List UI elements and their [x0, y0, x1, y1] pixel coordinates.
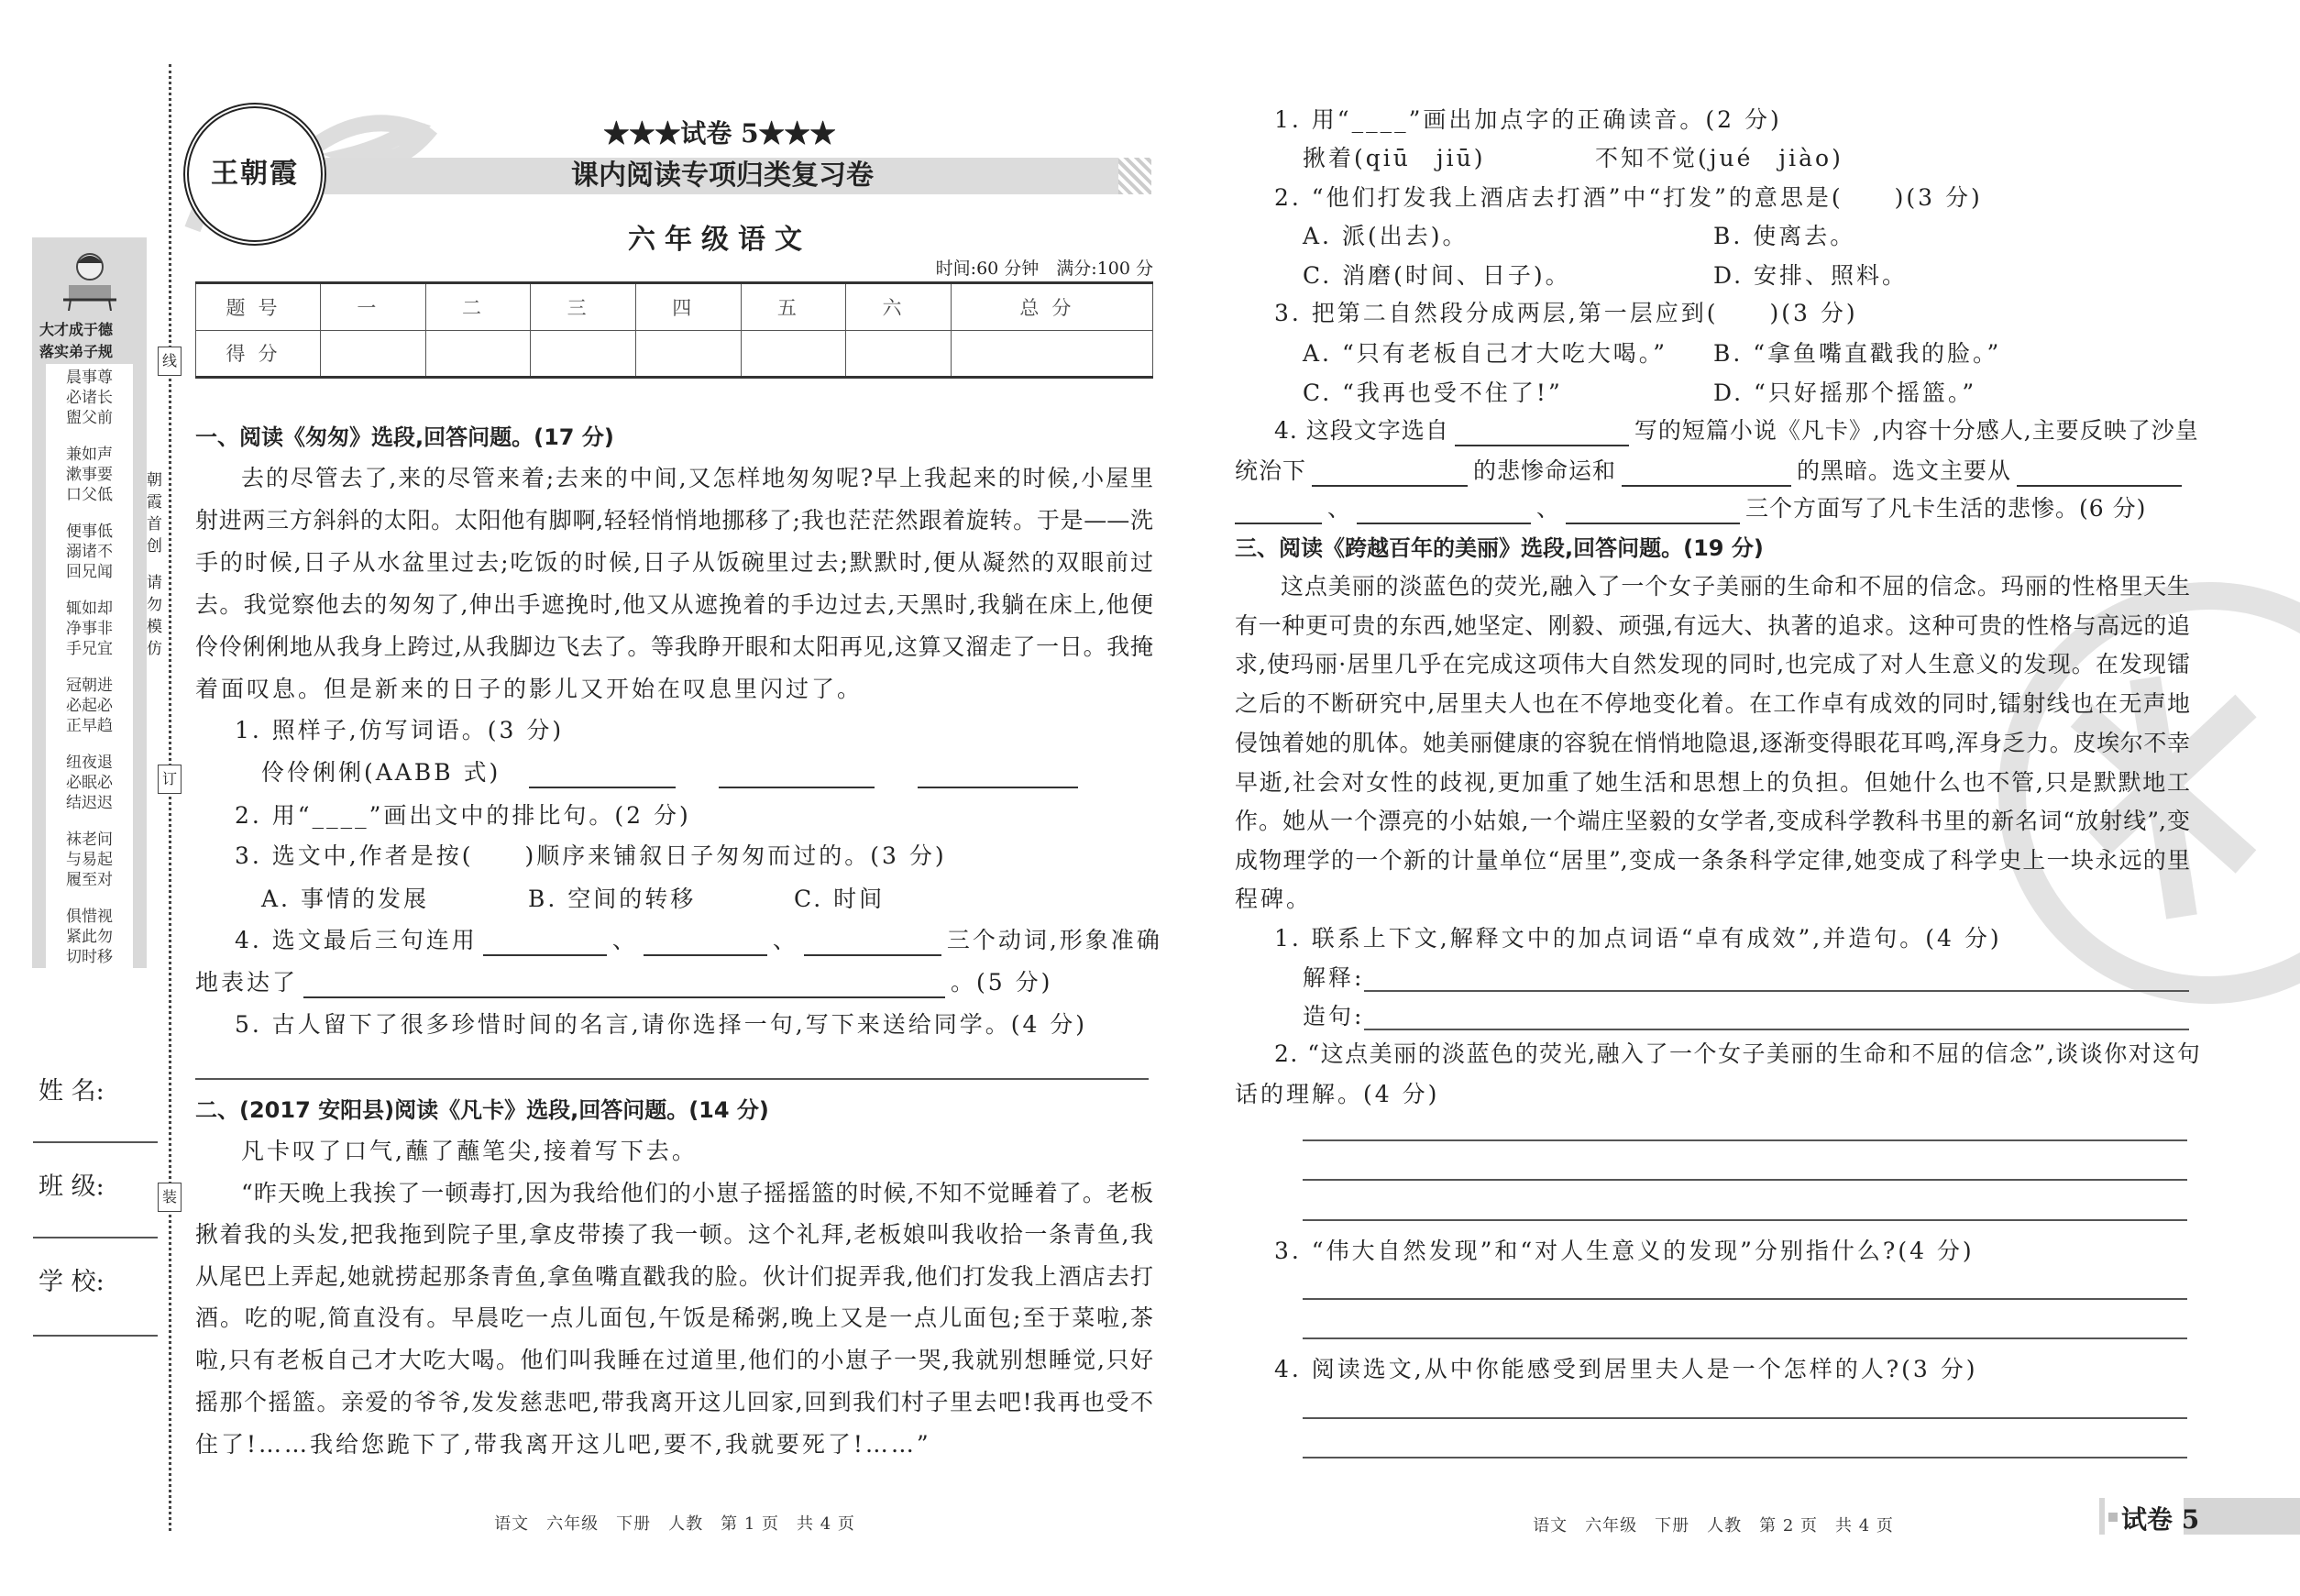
dizigui-row: 兼如声 [66, 446, 113, 464]
option[interactable]: A. 事情的发展 [261, 886, 429, 912]
dizigui-row: 正早趋 [66, 717, 113, 735]
question-text: 地表达了 [195, 969, 299, 996]
binding-notice: 朝霞首创 [147, 471, 162, 556]
dizigui-row: 袜老问 [66, 831, 113, 849]
page-footer: 语文 六年级 下册 人教 第 2 页 共 4 页 [1533, 1516, 1894, 1535]
dizigui-row: 盥父前 [66, 409, 113, 427]
answer-blank[interactable] [719, 763, 875, 788]
dizigui-row: 紧此勿 [66, 928, 113, 946]
cut-line [169, 64, 171, 1531]
name-field[interactable] [33, 1141, 158, 1143]
option[interactable]: B. 空间的转移 [528, 886, 697, 912]
passage-line [241, 463, 1153, 494]
score-table [195, 281, 1153, 379]
passage-line: 酒。吃的呢,简直没有。早晨吃一点儿面包,午饭是稀粥,晚上又是一点儿面包;至于菜啦,茶 [195, 1304, 1153, 1331]
dizigui-row: 溺诸不 [66, 543, 113, 561]
table-header-cell: 二 [425, 283, 531, 331]
score-cell[interactable] [846, 330, 952, 378]
dizigui-grid [46, 364, 133, 971]
passage-line: 之后的不断研究中,居里夫人也在不停地变化着。在工作卓有成效的同时,镭射线也在无声地 [1235, 690, 2190, 717]
name-label: 姓 名: [39, 1077, 105, 1106]
binding-mark: 装 [158, 1183, 182, 1212]
series-title: 课内阅读专项归类复习卷 [571, 160, 874, 192]
paper-badge: ★★★试卷 5★★★ [603, 118, 836, 149]
answer-blank[interactable] [804, 930, 941, 956]
option[interactable]: C. 时间 [794, 886, 886, 912]
question-text: 三个动词,形象准确 [946, 927, 1162, 953]
motto-sidebar [32, 237, 147, 968]
binding-notice: 请勿模仿 [147, 574, 162, 658]
passage-line: 从尾巴上弄起,她就捞起那条青鱼,拿鱼嘴直戳我的脸。伙计们捉弄我,他们打发我上酒店去打 [195, 1263, 1153, 1290]
score-cell[interactable] [321, 330, 426, 378]
answer-line[interactable] [1303, 1179, 2187, 1181]
question: 话的理解。(4 分) [1235, 1081, 1440, 1107]
passage-line: 住了!……我给您跪下了,带我离开这儿吧,要不,我就要死了!……” [195, 1431, 931, 1458]
passage-line: 凡卡叹了口气,蘸了蘸笔尖,接着写下去。 [241, 1138, 698, 1164]
section-heading: 三、阅读《跨越百年的美丽》选段,回答问题。(19 分) [1235, 535, 1764, 561]
answer-line[interactable] [1303, 1337, 2187, 1339]
score-cell[interactable] [635, 330, 741, 378]
passage-line: 射进两三方斜斜的太阳。太阳他有脚啊,轻轻悄悄地挪移了;我也茫茫然跟着旋转。于是——洗 [195, 507, 1153, 534]
example-word: 伶伶俐俐(AABB 式) [261, 759, 501, 786]
text-line: “昨天晚上我挨了一顿毒打,因为我给他们的小崽子摇摇篮的时候,不知不觉睡着了。老板 [241, 1180, 1153, 1206]
question-text: 的悲惨命运和 [1473, 457, 1617, 484]
answer-blank[interactable] [2017, 461, 2182, 487]
answer-line[interactable] [1303, 1417, 2187, 1419]
answer-line[interactable] [1303, 1298, 2187, 1300]
paper-tag: 试卷 5 [2121, 1504, 2200, 1535]
logo-text: 王朝霞 [211, 158, 299, 190]
dizigui-row: 晨事尊 [66, 369, 113, 387]
pinyin-choice[interactable]: 不知不觉(jué jiào) [1595, 145, 1843, 171]
section-heading: 二、(2017 安阳县)阅读《凡卡》选段,回答问题。(14 分) [195, 1097, 769, 1123]
passage-line [241, 1178, 1153, 1209]
question [195, 967, 1052, 998]
dizigui-row: 口父低 [66, 486, 113, 504]
option[interactable]: C. “我再也受不住了!” [1303, 380, 1563, 406]
passage-line: 去。我觉察他去的匆匆了,伸出手遮挽时,他又从遮挽着的手边过去,天黑时,我躺在床上,他便 [195, 591, 1153, 618]
question-text: 。(5 分) [951, 969, 1053, 996]
dizigui-row: 冠朝进 [66, 677, 113, 695]
answer-blank[interactable] [1235, 499, 1322, 524]
dizigui-row: 回兄闻 [66, 563, 113, 581]
score-cell[interactable] [741, 330, 846, 378]
answer-blank[interactable] [1566, 499, 1740, 524]
question-text: 4. 这段文字选自 [1274, 417, 1449, 444]
option[interactable]: A. “只有老板自己才大吃大喝。” [1303, 340, 1668, 367]
dizigui-row: 俱惜视 [66, 908, 113, 926]
question [1235, 456, 2187, 487]
explain-answer-line[interactable] [1364, 990, 2189, 992]
passage-line: 手的时候,日子从水盆里过去;吃饭的时候,日子从饭碗里过去;默默时,便从凝然的双眼前过 [195, 549, 1153, 576]
question-text: 4. 选文最后三句连用 [235, 927, 478, 953]
table-header-cell: 三 [531, 283, 636, 331]
question: 2. 用“____”画出文中的排比句。(2 分) [235, 802, 691, 829]
question: 1. 联系上下文,解释文中的加点词语“卓有成效”,并造句。(4 分) [1274, 925, 2002, 952]
table-header-cell: 六 [846, 283, 952, 331]
question: 4. 选文最后三句连用 、 、 三个动词,形象准确 [235, 925, 1162, 956]
dizigui-row: 漱事要 [66, 466, 113, 484]
binding-mark: 线 [158, 347, 182, 376]
table-header-cell: 四 [635, 283, 741, 331]
table-header-cell: 一 [321, 283, 426, 331]
passage-line: 程碑。 [1235, 886, 1313, 912]
question-example [261, 757, 1084, 788]
answer-blank[interactable] [529, 763, 676, 788]
dizigui-row: 手兄宜 [66, 640, 113, 658]
school-label: 学 校: [39, 1268, 105, 1296]
dizigui-row: 必眠必 [66, 774, 113, 792]
score-row-label: 得分 [196, 330, 321, 378]
binding-mark: 订 [158, 765, 182, 794]
motto: 大才成于德 [39, 321, 114, 338]
field-label: 解释: [1303, 964, 1365, 991]
passage-line: 摇那个摇篮。亲爱的爷爷,发发慈悲吧,带我离开这儿回家,回到我们村子里去吧!我再也受不 [195, 1389, 1153, 1415]
option[interactable]: D. 安排、照料。 [1713, 262, 1909, 289]
sentence-answer-line[interactable] [1364, 1029, 2189, 1030]
dizigui-row: 结迟迟 [66, 794, 113, 812]
motto: 落实弟子规 [39, 343, 114, 360]
answer-blank[interactable] [1455, 421, 1629, 446]
subject-title: 六年级语文 [628, 224, 811, 256]
class-label: 班 级: [39, 1172, 105, 1201]
student-illustration-icon [61, 247, 118, 311]
question: 3. 把第二自然段分成两层,第一层应到( )(3 分) [1274, 300, 1858, 326]
question: 3. “伟大自然发现”和“对人生意义的发现”分别指什么?(4 分) [1274, 1238, 1975, 1264]
passage-line: 揪着我的头发,把我拖到院子里,拿皮带揍了我一顿。这个礼拜,老板娘叫我收拾一条青鱼,我 [195, 1221, 1153, 1248]
answer-blank[interactable] [303, 973, 945, 998]
answer-line[interactable] [1303, 1139, 2187, 1141]
dizigui-row: 切时移 [66, 948, 113, 966]
passage-line: 早逝,社会对女性的歧视,更加重了她生活和思想上的负担。但她什么也不管,只是默默地工 [1235, 769, 2190, 796]
dizigui-row: 便事低 [66, 523, 113, 541]
score-cell[interactable] [425, 330, 531, 378]
text-line: 去的尽管去了,来的尽管来着;去来的中间,又怎样地匆匆呢?早上我起来的时候,小屋里 [241, 465, 1153, 491]
tag-square-icon [2108, 1513, 2118, 1522]
question: 3. 选文中,作者是按( )顺序来铺叙日子匆匆而过的。(3 分) [235, 842, 947, 869]
passage-line: 伶伶俐俐地从我身上跨过,从我脚边飞去了。等我睁开眼和太阳再见,这算又溜走了一日。我掩 [195, 633, 1153, 660]
dizigui-row: 纽夜退 [66, 754, 113, 772]
table-row [196, 283, 1153, 331]
question: 2. “这点美丽的淡蓝色的荧光,融入了一个女子美丽的生命和不屈的信念”,谈谈你对这句 [1274, 1040, 2202, 1067]
answer-blank[interactable] [483, 930, 607, 956]
option[interactable]: C. 消磨(时间、日子)。 [1303, 262, 1571, 289]
question: 、 、 三个方面写了凡卡生活的悲惨。(6 分) [1235, 493, 2146, 524]
section-heading: 一、阅读《匆匆》选段,回答问题。(17 分) [195, 424, 614, 450]
table-header-cell: 题号 [196, 283, 321, 331]
answer-blank[interactable] [1312, 461, 1468, 487]
dizigui-row: 净事非 [66, 620, 113, 638]
answer-blank[interactable] [918, 763, 1078, 788]
option[interactable]: B. 使离去。 [1713, 223, 1856, 249]
passage-line: 有一种更可贵的东西,她坚定、刚毅、顽强,有远大、执著的追求。这种可贵的性格与高远的追 [1235, 612, 2190, 639]
field-label: 造句: [1303, 1003, 1365, 1029]
answer-line[interactable] [1303, 1457, 2187, 1458]
dizigui-row: 履至对 [66, 871, 113, 889]
passage-line [1281, 571, 2190, 602]
answer-blank[interactable] [644, 930, 767, 956]
question: 4. 阅读选文,从中你能感受到居里夫人是一个怎样的人?(3 分) [1274, 1356, 1978, 1382]
question-text: 统治下 [1235, 457, 1307, 484]
option[interactable]: A. 派(出去)。 [1303, 223, 1469, 249]
question [1274, 415, 2199, 446]
question: 1. 用“____”画出加点字的正确读音。(2 分) [1274, 106, 1782, 133]
dizigui-row: 辄如却 [66, 600, 113, 618]
page-footer: 语文 六年级 下册 人教 第 1 页 共 4 页 [494, 1514, 855, 1534]
dizigui-row: 必起必 [66, 697, 113, 715]
option[interactable]: B. “拿鱼嘴直戳我的脸。” [1713, 340, 2002, 367]
dizigui-row: 与易起 [66, 851, 113, 869]
dizigui-row: 必诸长 [66, 389, 113, 407]
answer-line[interactable] [1303, 1219, 2187, 1221]
text-line: 这点美丽的淡蓝色的荧光,融入了一个女子美丽的生命和不屈的信念。玛丽的性格里天生 [1281, 573, 2190, 600]
table-header-cell: 总分 [951, 283, 1152, 331]
answer-blank[interactable] [1622, 461, 1791, 487]
school-field[interactable] [33, 1335, 158, 1337]
score-cell[interactable] [951, 330, 1152, 378]
pinyin-choice[interactable]: 揪着(qiū jiū) [1303, 145, 1486, 171]
passage-line: 作。她从一个漂亮的小姑娘,一个端庄坚毅的女学者,变成科学教科书里的新名词“放射线”,变 [1235, 808, 2190, 834]
passage-line: 啦,只有老板自己才大吃大喝。他们叫我睡在过道里,他们的小崽子一哭,我就别想睡觉,只好 [195, 1347, 1153, 1373]
exam-meta: 时间:60 分钟 满分:100 分 [935, 259, 1153, 279]
table-header-cell: 五 [741, 283, 846, 331]
score-cell[interactable] [531, 330, 636, 378]
answer-blank[interactable] [1357, 499, 1531, 524]
passage-line: 侵蚀着她的肌体。她美丽健康的容貌在悄悄地隐退,逐渐变得眼花耳鸣,浑身乏力。皮埃尔不幸 [1235, 730, 2190, 756]
question-text: 写的短篇小说《凡卡》,内容十分感人,主要反映了沙皇 [1634, 417, 2199, 444]
passage-line: 成物理学的一个新的计量单位“居里”,变成一条条科学定律,她变成了科学史上一块永远的里 [1235, 847, 2190, 874]
passage-line: 着面叹息。但是新来的日子的影儿又开始在叹息里闪过了。 [195, 676, 864, 702]
table-row [196, 330, 1153, 378]
answer-line[interactable] [195, 1078, 1149, 1080]
question-text: 的黑暗。选文主要从 [1797, 457, 2012, 484]
class-field[interactable] [33, 1237, 158, 1238]
question: 2. “他们打发我上酒店去打酒”中“打发”的意思是( )(3 分) [1274, 184, 1983, 211]
passage-line: 求,使玛丽·居里几乎在完成这项伟大自然发现的同时,也完成了对人生意义的发现。在发现镭 [1235, 651, 2190, 677]
option[interactable]: D. “只好摇那个摇篮。” [1713, 380, 1977, 406]
question-text: 三个方面写了凡卡生活的悲惨。(6 分) [1745, 495, 2147, 522]
question: 5. 古人留下了很多珍惜时间的名言,请你选择一句,写下来送给同学。(4 分) [235, 1011, 1088, 1038]
question: 1. 照样子,仿写词语。(3 分) [235, 717, 565, 743]
